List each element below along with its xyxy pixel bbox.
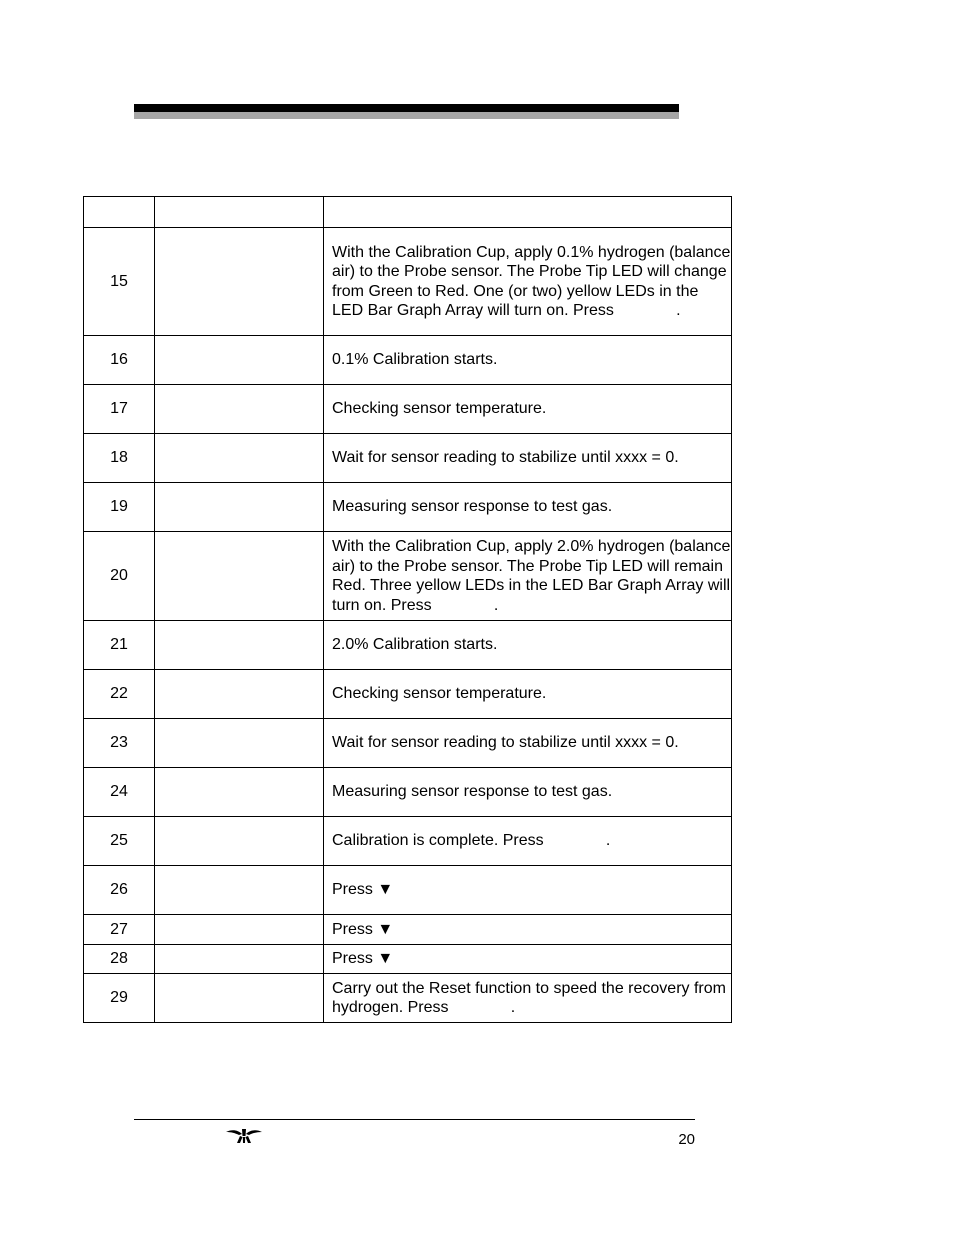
step-cell: 17	[84, 385, 155, 434]
display-cell	[155, 434, 324, 483]
table-row	[84, 434, 732, 483]
display-cell	[155, 719, 324, 768]
action-cell: Measuring sensor response to test gas.	[324, 483, 732, 532]
step-cell: 27	[84, 915, 155, 945]
footer-rule	[134, 1119, 695, 1120]
action-cell	[324, 197, 732, 228]
display-cell	[155, 817, 324, 866]
step-cell: 24	[84, 768, 155, 817]
action-cell: Wait for sensor reading to stabilize until xxxx = 0.	[324, 719, 732, 768]
step-cell: 20	[84, 532, 155, 621]
page-number: 20	[678, 1131, 695, 1148]
step-cell: 18	[84, 434, 155, 483]
step-cell: 19	[84, 483, 155, 532]
table-row	[84, 866, 732, 915]
action-cell: Checking sensor temperature.	[324, 385, 732, 434]
action-cell: Measuring sensor response to test gas.	[324, 768, 732, 817]
table-row	[84, 719, 732, 768]
display-cell	[155, 483, 324, 532]
table-row	[84, 945, 732, 974]
teledyne-logo-icon	[226, 1127, 262, 1145]
step-cell: 21	[84, 621, 155, 670]
display-cell	[155, 974, 324, 1023]
action-cell: Checking sensor temperature.	[324, 670, 732, 719]
action-cell: Carry out the Reset function to speed the recovery from hydrogen. Press .	[324, 974, 732, 1023]
table-row	[84, 336, 732, 385]
step-cell: 29	[84, 974, 155, 1023]
action-cell: Wait for sensor reading to stabilize until xxxx = 0.	[324, 434, 732, 483]
calibration-steps-table	[83, 196, 732, 1023]
step-cell: 28	[84, 945, 155, 974]
display-cell	[155, 532, 324, 621]
step-cell: 15	[84, 228, 155, 336]
table-row	[84, 670, 732, 719]
display-cell	[155, 336, 324, 385]
display-cell	[155, 915, 324, 945]
header-rule-shadow	[134, 112, 679, 119]
action-cell: With the Calibration Cup, apply 2.0% hydrogen (balance air) to the Probe sensor. The Probe Tip LED will remain Red. Three yellow LEDs in the LED Bar Graph Array will turn on. Press .	[324, 532, 732, 621]
table-row	[84, 532, 732, 621]
display-cell	[155, 670, 324, 719]
table-row	[84, 768, 732, 817]
display-cell	[155, 385, 324, 434]
action-cell: 2.0% Calibration starts.	[324, 621, 732, 670]
table-row	[84, 817, 732, 866]
display-cell	[155, 866, 324, 915]
table-row	[84, 621, 732, 670]
header-rule	[134, 104, 679, 112]
step-cell: 25	[84, 817, 155, 866]
step-cell: 26	[84, 866, 155, 915]
display-cell	[155, 228, 324, 336]
step-cell: 23	[84, 719, 155, 768]
action-cell: 0.1% Calibration starts.	[324, 336, 732, 385]
table-header-row	[84, 197, 732, 228]
table-row	[84, 974, 732, 1023]
table-row	[84, 483, 732, 532]
display-cell	[155, 945, 324, 974]
display-cell	[155, 768, 324, 817]
action-cell: With the Calibration Cup, apply 0.1% hydrogen (balance air) to the Probe sensor. The Probe Tip LED will change from Green to Red. One (or two) yellow LEDs in the LED Bar Graph Array will turn on. Press .	[324, 228, 732, 336]
action-cell: Calibration is complete. Press .	[324, 817, 732, 866]
action-cell: Press ▼	[324, 945, 732, 974]
step-cell: 16	[84, 336, 155, 385]
display-cell	[155, 621, 324, 670]
action-cell: Press ▼	[324, 915, 732, 945]
table-row	[84, 228, 732, 336]
step-cell: 22	[84, 670, 155, 719]
display-cell	[155, 197, 324, 228]
action-cell: Press ▼	[324, 866, 732, 915]
table-row	[84, 385, 732, 434]
step-cell	[84, 197, 155, 228]
table-row	[84, 915, 732, 945]
